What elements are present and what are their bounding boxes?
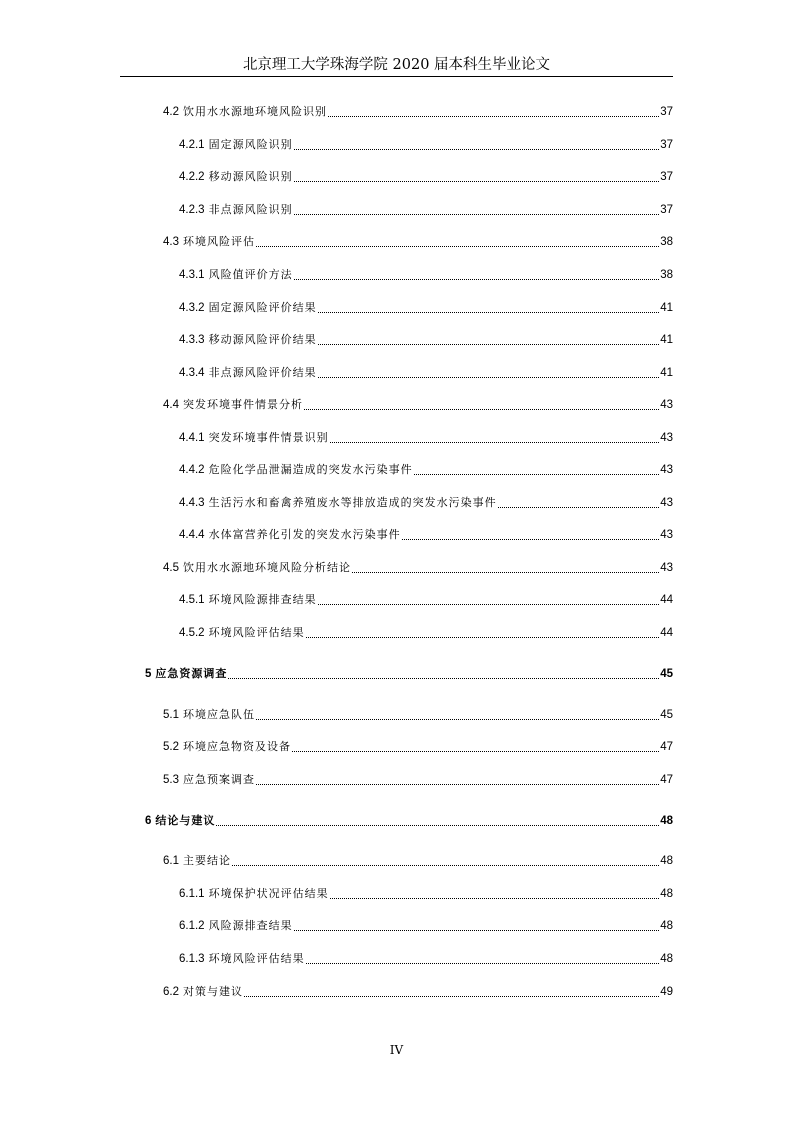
toc-entry[interactable] xyxy=(179,365,673,381)
toc-entry-page: 44 xyxy=(660,627,673,639)
toc-leader-dots xyxy=(294,278,660,280)
toc-entry[interactable] xyxy=(145,813,673,829)
toc-leader-dots xyxy=(318,343,660,345)
toc-leader-dots xyxy=(414,473,660,475)
toc-entry-title: 风险值评价方法 xyxy=(208,268,293,281)
toc-entry-number: 4.2 xyxy=(163,106,179,118)
toc-leader-dots xyxy=(306,962,660,964)
toc-entry-page: 43 xyxy=(660,497,673,509)
toc-entry-title: 对策与建议 xyxy=(183,985,243,998)
toc-entry-title: 饮用水水源地环境风险识别 xyxy=(183,105,327,118)
toc-entry-number: 5.3 xyxy=(163,774,179,786)
toc-entry-number: 4.4.1 xyxy=(179,432,205,444)
toc-entry-number: 4.3.3 xyxy=(179,334,205,346)
toc-entry-number: 6.1.3 xyxy=(179,953,205,965)
toc-entry-title: 非点源风险识别 xyxy=(208,203,293,216)
toc-entry-title: 应急预案调查 xyxy=(183,773,255,786)
toc-entry-page: 41 xyxy=(660,367,673,379)
toc-entry-page: 45 xyxy=(660,709,673,721)
toc-entry[interactable] xyxy=(179,332,673,348)
toc-entry[interactable] xyxy=(163,772,673,788)
toc-entry[interactable] xyxy=(179,495,673,511)
toc-entry[interactable] xyxy=(179,300,673,316)
toc-entry[interactable] xyxy=(163,104,673,120)
toc-leader-dots xyxy=(256,718,659,720)
toc-entry-number: 4.3.4 xyxy=(179,367,205,379)
toc-leader-dots xyxy=(328,115,659,117)
toc-entry-title: 移动源风险评价结果 xyxy=(208,333,317,346)
toc-entry-title: 环境风险评估 xyxy=(183,235,255,248)
toc-entry-page: 47 xyxy=(660,741,673,753)
toc-entry-title: 固定源风险评价结果 xyxy=(208,301,317,314)
toc-entry[interactable] xyxy=(145,666,673,682)
toc-entry-number: 4.4.3 xyxy=(179,497,205,509)
toc-entry-page: 37 xyxy=(660,106,673,118)
toc-entry-title: 主要结论 xyxy=(183,854,231,867)
toc-entry-title: 环境应急物资及设备 xyxy=(183,740,291,753)
toc-entry-number: 4.4.2 xyxy=(179,464,205,476)
toc-entry[interactable] xyxy=(179,527,673,543)
toc-entry-title: 移动源风险识别 xyxy=(208,170,293,183)
toc-entry[interactable] xyxy=(179,462,673,478)
toc-entry-page: 43 xyxy=(660,529,673,541)
toc-entry-number: 6.2 xyxy=(163,986,179,998)
toc-entry-title: 危险化学品泄漏造成的突发水污染事件 xyxy=(208,463,413,476)
toc-entry-page: 44 xyxy=(660,594,673,606)
toc-entry[interactable] xyxy=(179,951,673,967)
toc-entry[interactable] xyxy=(179,592,673,608)
toc-leader-dots xyxy=(256,783,659,785)
toc-leader-dots xyxy=(498,506,660,508)
toc-entry[interactable] xyxy=(163,560,673,576)
toc-leader-dots xyxy=(304,408,659,410)
toc-entry-title: 环境应急队伍 xyxy=(183,708,255,721)
toc-entry-page: 41 xyxy=(660,334,673,346)
toc-entry-number: 6.1.1 xyxy=(179,888,205,900)
toc-entry-title: 环境保护状况评估结果 xyxy=(208,887,329,900)
toc-entry[interactable] xyxy=(179,137,673,153)
toc-entry-page: 45 xyxy=(660,668,673,680)
toc-entry-title: 环境风险评估结果 xyxy=(208,626,305,639)
toc-entry-page: 43 xyxy=(660,399,673,411)
toc-entry-page: 38 xyxy=(660,236,673,248)
toc-entry-page: 43 xyxy=(660,432,673,444)
toc-entry-page: 48 xyxy=(660,815,673,827)
toc-entry-page: 37 xyxy=(660,139,673,151)
page-number: IV xyxy=(389,1043,404,1057)
toc-leader-dots xyxy=(306,636,660,638)
toc-entry[interactable] xyxy=(179,169,673,185)
toc-leader-dots xyxy=(292,750,659,752)
toc-entry-number: 4.5 xyxy=(163,562,179,574)
toc-leader-dots xyxy=(330,441,660,443)
toc-entry-number: 4.3 xyxy=(163,236,179,248)
toc-leader-dots xyxy=(294,929,660,931)
toc-entry-number: 4.4 xyxy=(163,399,179,411)
toc-entry[interactable] xyxy=(163,234,673,250)
toc-leader-dots xyxy=(318,311,660,313)
toc-leader-dots xyxy=(318,603,660,605)
toc-entry[interactable] xyxy=(163,397,673,413)
toc-leader-dots xyxy=(228,677,659,679)
toc-entry-number: 5.1 xyxy=(163,709,179,721)
toc-entry-title: 水体富营养化引发的突发水污染事件 xyxy=(208,528,401,541)
toc-leader-dots xyxy=(330,897,660,899)
toc-entry[interactable] xyxy=(179,202,673,218)
toc-leader-dots xyxy=(216,824,659,826)
toc-entry-page: 48 xyxy=(660,953,673,965)
toc-entry[interactable] xyxy=(163,739,673,755)
toc-entry-page: 47 xyxy=(660,774,673,786)
toc-entry-title: 突发环境事件情景识别 xyxy=(208,431,329,444)
toc-entry-title: 环境风险评估结果 xyxy=(208,952,305,965)
toc-entry-number: 4.3.1 xyxy=(179,269,205,281)
toc-entry-page: 48 xyxy=(660,888,673,900)
toc-entry-title: 结论与建议 xyxy=(155,814,216,827)
toc-entry-number: 4.2.1 xyxy=(179,139,205,151)
toc-entry-page: 37 xyxy=(660,204,673,216)
toc-entry-number: 4.5.2 xyxy=(179,627,205,639)
toc-entry-number: 6 xyxy=(145,815,152,827)
toc-entry[interactable] xyxy=(179,625,673,641)
toc-entry-title: 应急资源调查 xyxy=(155,667,228,680)
toc-entry[interactable] xyxy=(179,918,673,934)
toc-leader-dots xyxy=(294,180,660,182)
toc-entry-page: 48 xyxy=(660,855,673,867)
toc-entry-number: 4.3.2 xyxy=(179,302,205,314)
toc-entry-number: 4.2.3 xyxy=(179,204,205,216)
toc-entry-number: 4.2.2 xyxy=(179,171,205,183)
toc-entry-title: 固定源风险识别 xyxy=(208,138,293,151)
toc-leader-dots xyxy=(232,864,659,866)
toc-leader-dots xyxy=(244,995,659,997)
toc-leader-dots xyxy=(256,245,659,247)
toc-entry-page: 38 xyxy=(660,269,673,281)
toc-entry-page: 48 xyxy=(660,920,673,932)
toc-entry-number: 6.1 xyxy=(163,855,179,867)
toc-leader-dots xyxy=(294,213,660,215)
toc-entry-page: 49 xyxy=(660,986,673,998)
toc-entry-page: 43 xyxy=(660,562,673,574)
toc-entry-title: 饮用水水源地环境风险分析结论 xyxy=(183,561,351,574)
toc-entry-number: 4.5.1 xyxy=(179,594,205,606)
toc-entry[interactable] xyxy=(179,267,673,283)
toc-leader-dots xyxy=(294,148,660,150)
toc-leader-dots xyxy=(318,376,660,378)
toc-entry-page: 37 xyxy=(660,171,673,183)
toc-entry-page: 43 xyxy=(660,464,673,476)
toc-entry-title: 突发环境事件情景分析 xyxy=(183,398,303,411)
toc-entry-page: 41 xyxy=(660,302,673,314)
toc-entry-title: 非点源风险评价结果 xyxy=(208,366,317,379)
toc-entry[interactable] xyxy=(163,707,673,723)
toc-entry-title: 环境风险源排查结果 xyxy=(208,593,317,606)
toc-entry[interactable] xyxy=(163,853,673,869)
page-header: 北京理工大学珠海学院 2020 届本科生毕业论文 xyxy=(242,57,551,73)
toc-entry-title: 生活污水和畜禽养殖废水等排放造成的突发水污染事件 xyxy=(208,496,497,509)
toc-entry-number: 5.2 xyxy=(163,741,179,753)
toc-leader-dots xyxy=(352,571,659,573)
toc-entry-number: 4.4.4 xyxy=(179,529,205,541)
toc-entry-title: 风险源排查结果 xyxy=(208,919,293,932)
toc-entry[interactable] xyxy=(163,984,673,1000)
toc-entry[interactable] xyxy=(179,886,673,902)
toc-entry-number: 5 xyxy=(145,668,152,680)
toc-leader-dots xyxy=(402,538,660,540)
toc-entry-number: 6.1.2 xyxy=(179,920,205,932)
toc-entry[interactable] xyxy=(179,430,673,446)
